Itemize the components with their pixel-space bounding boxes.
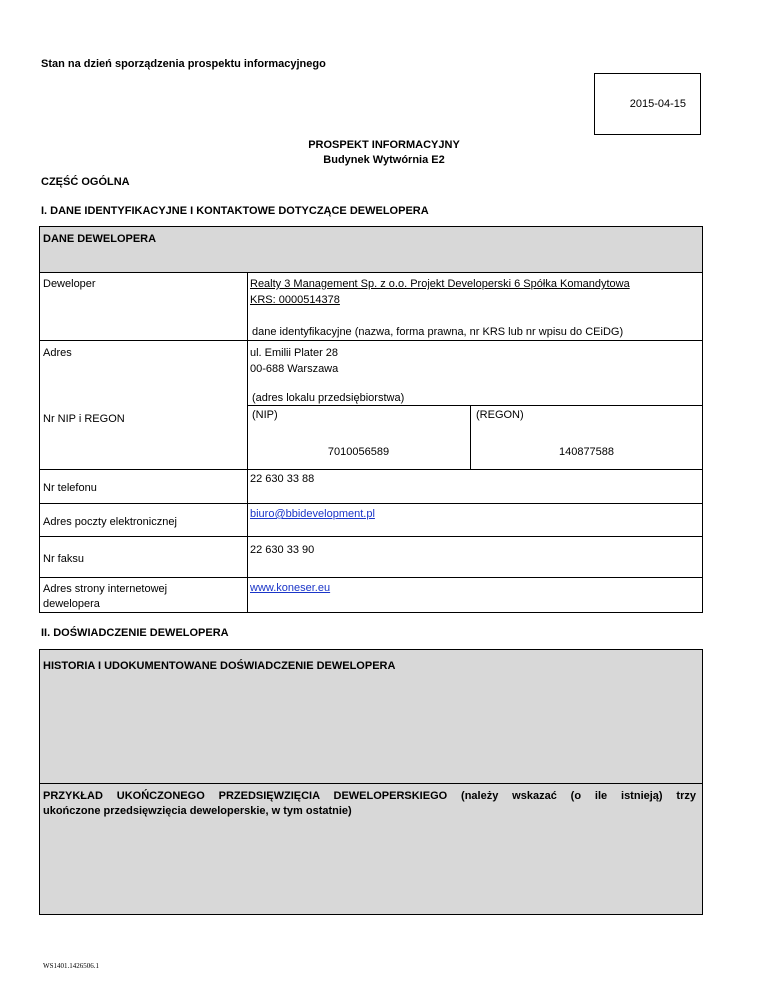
address-note: (adres lokalu przedsiębiorstwa) <box>252 392 405 404</box>
address-street: ul. Emilii Plater 28 <box>250 347 339 359</box>
example-title-line2: ukończone przedsięwzięcia deweloperskie, w tym ostatnie) <box>43 805 352 817</box>
state-label: Stan na dzień sporządzenia prospektu informacyjnego <box>41 58 326 70</box>
developer-name: Realty 3 Management Sp. z o.o. Projekt Developerski 6 Spółka Komandytowa <box>250 278 630 290</box>
phone-label: Nr telefonu <box>43 482 97 494</box>
developer-data-title: DANE DEWELOPERA <box>43 233 157 245</box>
address-city: 00-688 Warszawa <box>250 363 339 375</box>
developer-label: Deweloper <box>43 278 96 290</box>
address-label: Adres <box>43 347 72 359</box>
fax-label: Nr faksu <box>43 553 84 565</box>
website-label-line2: dewelopera <box>43 598 100 610</box>
part-general-heading: CZĘŚĆ OGÓLNA <box>41 176 130 188</box>
experience-table <box>39 649 703 915</box>
email-label: Adres poczty elektronicznej <box>43 516 177 528</box>
developer-note: dane identyfikacyjne (nazwa, forma prawna, nr KRS lub nr wpisu do CEiDG) <box>252 326 624 338</box>
section1-heading: I. DANE IDENTYFIKACYJNE I KONTAKTOWE DOTYCZĄCE DEWELOPERA <box>41 205 429 217</box>
developer-data-table <box>39 226 703 613</box>
developer-data-header <box>40 227 702 272</box>
date-value: 2015-04-15 <box>629 98 686 110</box>
phone-value: 22 630 33 88 <box>250 473 315 485</box>
email-link[interactable]: biuro@bbidevelopment.pl <box>250 508 375 520</box>
website-label: Adres strony internetowej <box>43 583 168 595</box>
nip-regon-label: Nr NIP i REGON <box>43 413 125 425</box>
regon-value: 140877588 <box>558 446 615 458</box>
history-title: HISTORIA I UDOKUMENTOWANE DOŚWIADCZENIE DEWELOPERA <box>43 660 396 672</box>
nip-value: 7010056589 <box>327 446 390 458</box>
developer-krs: KRS: 0000514378 <box>250 294 340 306</box>
date-box <box>594 73 701 135</box>
section2-heading: II. DOŚWIADCZENIE DEWELOPERA <box>41 627 229 639</box>
regon-label: (REGON) <box>476 409 524 421</box>
example-title: PRZYKŁAD UKOŃCZONEGO PRZEDSIĘWZIĘCIA DEWELOPERSKIEGO (należy wskazać (o ile istnieją) trzy <box>43 790 696 802</box>
footer-code: WS1401.1426506.1 <box>43 962 99 970</box>
document-title: PROSPEKT INFORMACYJNY <box>308 139 460 151</box>
nip-label: (NIP) <box>252 409 278 421</box>
website-link[interactable]: www.koneser.eu <box>250 582 331 594</box>
document-subtitle: Budynek Wytwórnia E2 <box>323 154 445 166</box>
fax-value: 22 630 33 90 <box>250 544 315 556</box>
